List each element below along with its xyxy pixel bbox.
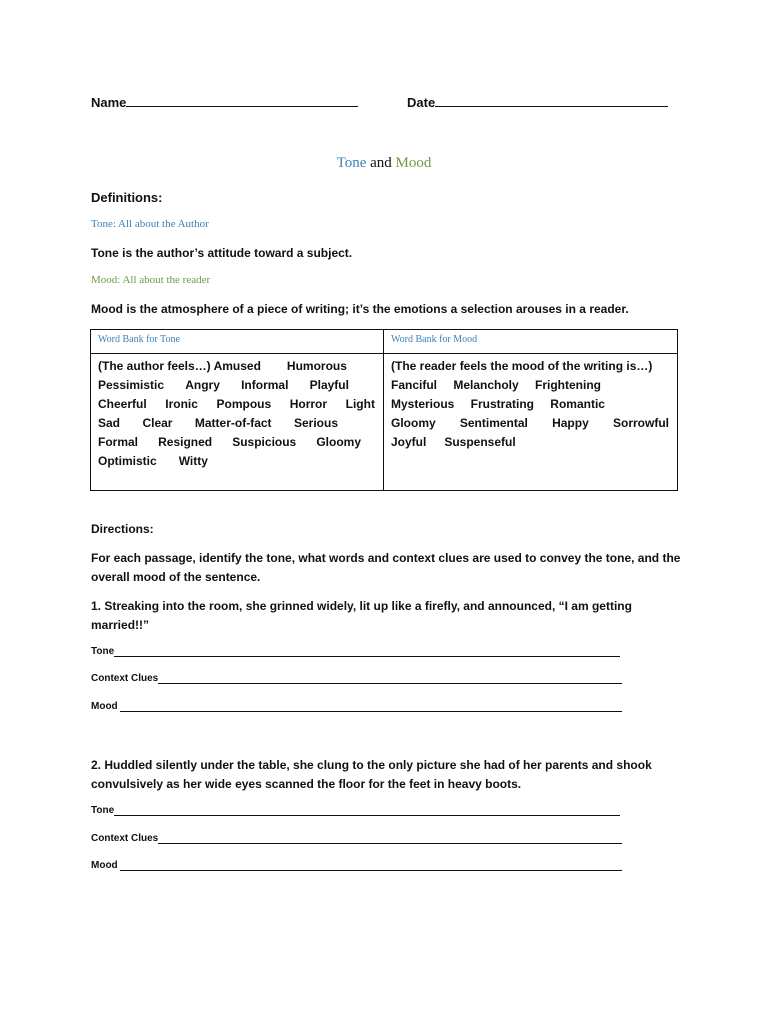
context-answer-line[interactable] — [158, 834, 622, 844]
mood-definition: Mood is the atmosphere of a piece of writing; it’s the emotions a selection arouses in a reader. — [91, 302, 629, 316]
mood-answer-line[interactable] — [120, 861, 622, 871]
date-label: Date — [407, 95, 436, 110]
mood-bank-word-row — [391, 435, 669, 449]
date-line[interactable] — [435, 94, 668, 107]
directions-text-line1: For each passage, identify the tone, what words and context clues are used to convey the tone, and the — [91, 551, 681, 565]
tone-bank-word-row — [98, 435, 361, 449]
definitions-heading: Definitions: — [91, 190, 163, 205]
tone-bank-word: Clear — [142, 416, 173, 430]
context-label: Context Clues — [91, 673, 159, 684]
tone-bank-word: Sad — [98, 416, 121, 430]
tone-bank-word: Ironic — [165, 397, 198, 411]
directions-heading: Directions: — [91, 522, 154, 536]
mood-label: Mood — [91, 701, 121, 712]
title-mood: Mood — [395, 155, 432, 171]
passage-1-tone-row[interactable] — [91, 646, 620, 657]
tone-bank-word-row — [98, 359, 375, 373]
passage-1-context-row[interactable] — [91, 673, 622, 684]
passage-1-line2: married!!” — [91, 618, 150, 632]
tone-bank-word-row — [98, 378, 349, 392]
tone-label: Tone — [91, 646, 115, 657]
tone-bank-word: Light — [345, 397, 375, 411]
tone-bank-word: Optimistic — [98, 454, 157, 468]
tone-bank-word: (The author feels…) Amused — [98, 359, 261, 373]
mood-bank-word-row — [391, 397, 605, 411]
name-line[interactable] — [126, 94, 358, 107]
mood-answer-line[interactable] — [120, 702, 622, 712]
mood-bank-word: Suspenseful — [444, 435, 516, 449]
mood-bank-word-row — [391, 378, 601, 392]
tone-bank-header: Word Bank for Tone — [91, 330, 384, 354]
tone-bank-cell — [91, 354, 384, 491]
mood-bank-word-row — [391, 359, 669, 373]
tone-bank-word: Pessimistic — [98, 378, 165, 392]
tone-bank-word: Resigned — [158, 435, 213, 449]
mood-bank-word: Frightening — [535, 378, 601, 392]
context-label: Context Clues — [91, 833, 159, 844]
tone-bank-word: Informal — [241, 378, 289, 392]
mood-bank-word: Sorrowful — [612, 416, 669, 430]
mood-bank-word: Sentimental — [459, 416, 528, 430]
passage-2-context-row[interactable] — [91, 833, 622, 844]
passage-1-line1: 1. Streaking into the room, she grinned widely, lit up like a firefly, and announced, “I am getting — [91, 599, 632, 613]
passage-2-mood-row[interactable] — [91, 860, 622, 871]
tone-answer-line[interactable] — [114, 806, 620, 816]
tone-bank-word-row — [98, 454, 375, 468]
mood-bank-word: Fanciful — [391, 378, 438, 392]
tone-bank-word: Pompous — [216, 397, 272, 411]
tone-bank-word: Serious — [293, 416, 338, 430]
tone-bank-word-row — [98, 397, 375, 411]
passage-2-tone-row[interactable] — [91, 805, 620, 816]
mood-bank-word: Joyful — [391, 435, 427, 449]
mood-bank-word: Melancholy — [453, 378, 519, 392]
mood-bank-word-row — [391, 416, 669, 430]
tone-subheading: Tone: All about the Author — [91, 218, 209, 230]
tone-bank-word-row — [98, 416, 338, 430]
mood-bank-word: Mysterious — [391, 397, 455, 411]
tone-bank-word: Playful — [309, 378, 349, 392]
mood-bank-word: Gloomy — [391, 416, 436, 430]
mood-bank-word: (The reader feels the mood of the writing is…) — [391, 359, 653, 373]
mood-bank-word: Romantic — [550, 397, 605, 411]
tone-bank-word: Horror — [289, 397, 328, 411]
name-field[interactable] — [91, 94, 358, 110]
tone-bank-word: Humorous — [286, 359, 347, 373]
tone-bank-word: Suspicious — [232, 435, 297, 449]
tone-bank-word: Angry — [185, 378, 220, 392]
mood-label: Mood — [91, 860, 121, 871]
word-bank-table — [90, 329, 678, 491]
tone-answer-line[interactable] — [114, 647, 620, 657]
mood-bank-header: Word Bank for Mood — [384, 330, 678, 354]
context-answer-line[interactable] — [158, 674, 622, 684]
passage-2-line2: convulsively as her wide eyes scanned the floor for the feet in heavy boots. — [91, 777, 522, 791]
tone-bank-word: Cheerful — [98, 397, 147, 411]
directions-text-line2: overall mood of the sentence. — [91, 570, 261, 584]
title-tone: Tone — [336, 155, 367, 171]
tone-bank-word: Matter-of-fact — [194, 416, 272, 430]
mood-bank-cell — [384, 354, 678, 491]
passage-1-mood-row[interactable] — [91, 701, 622, 712]
mood-bank-word: Frustrating — [470, 397, 534, 411]
name-label: Name — [91, 95, 127, 110]
mood-bank-word: Happy — [552, 416, 589, 430]
tone-bank-word: Formal — [98, 435, 139, 449]
tone-bank-word: Gloomy — [316, 435, 361, 449]
tone-definition: Tone is the author’s attitude toward a subject. — [91, 246, 353, 260]
mood-subheading: Mood: All about the reader — [91, 274, 211, 286]
date-field[interactable] — [407, 94, 668, 110]
passage-2-line1: 2. Huddled silently under the table, she clung to the only picture she had of her parents and shook — [91, 758, 652, 772]
page-title — [0, 155, 768, 172]
title-connector: and — [366, 155, 396, 171]
tone-bank-word: Witty — [178, 454, 208, 468]
tone-label: Tone — [91, 805, 115, 816]
